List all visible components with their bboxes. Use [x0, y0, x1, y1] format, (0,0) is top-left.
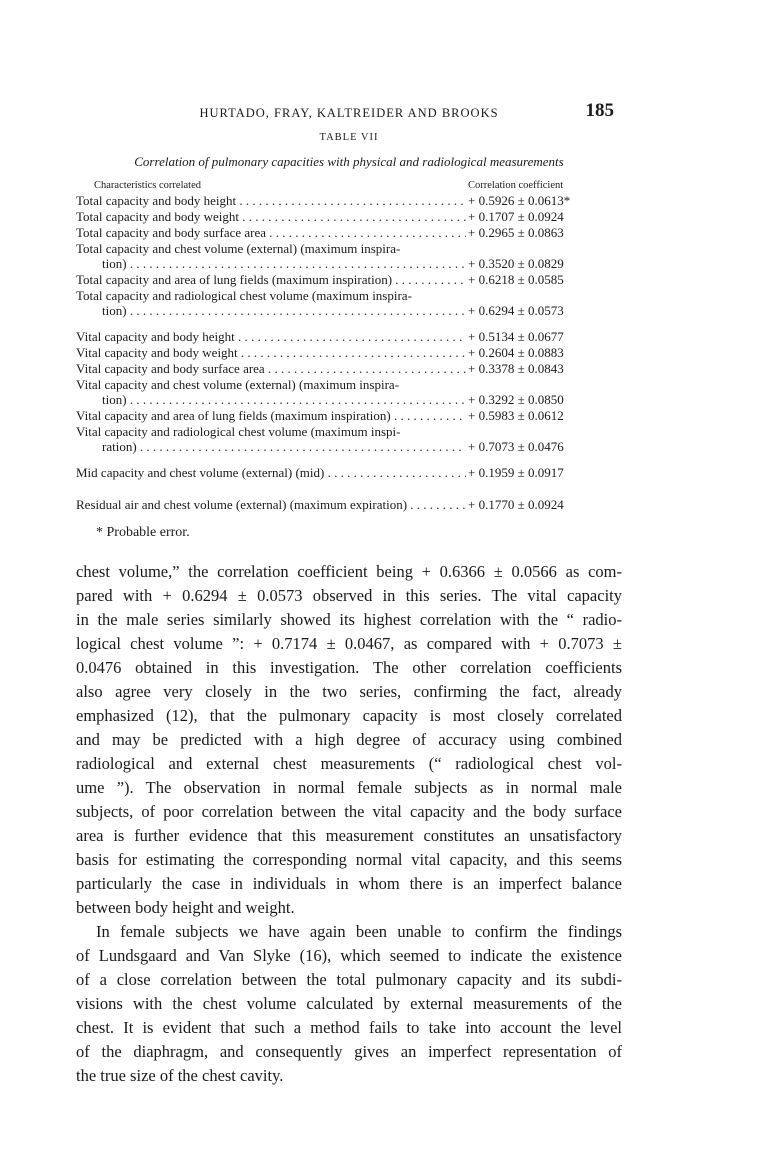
row-label-text: ration) . . .	[102, 439, 466, 454]
correlation-value: + 0.5926 ± 0.0613*	[468, 193, 571, 208]
row-label-text: Mid capacity and chest volume (external) (mid) . . .	[76, 465, 466, 480]
table-label: TABLE VII	[319, 132, 379, 143]
correlation-value: + 0.5983 ± 0.0612	[468, 408, 564, 423]
table-row	[76, 408, 622, 424]
table-row	[76, 272, 622, 288]
text-line: logical chest volume ”: + 0.7174 ± 0.0467, as compared with + 0.7073 ±	[76, 634, 622, 653]
row-label	[76, 225, 466, 241]
text-line: of the diaphragm, and consequently gives an imperfect representation of	[76, 1042, 622, 1061]
row-label-text: Vital capacity and area of lung fields (maximum inspiration) . . .	[76, 408, 466, 423]
row-label-text: Total capacity and body weight . . .	[76, 209, 466, 224]
row-label	[102, 256, 466, 272]
correlation-value: + 0.1959 ± 0.0917	[468, 465, 564, 480]
text-line: chest volume,” the correlation coefficient being + 0.6366 ± 0.0566 as com-	[76, 562, 622, 581]
row-label-text: tion) . . .	[102, 256, 466, 271]
correlation-value: + 0.7073 ± 0.0476	[468, 439, 564, 454]
correlation-value: + 0.6218 ± 0.0585	[468, 272, 564, 287]
row-gap	[76, 455, 622, 465]
correlation-value: + 0.5134 ± 0.0677	[468, 329, 564, 344]
table-row	[76, 288, 622, 319]
row-label	[76, 209, 466, 225]
running-header	[76, 100, 622, 124]
text-line: 0.0476 obtained in this investigation. The other correlation coefficients	[76, 658, 622, 677]
text-line: particularly the case in individuals in whom there is an imperfect balance	[76, 874, 622, 893]
text-line: emphasized (12), that the pulmonary capacity is most closely correlated	[76, 706, 622, 725]
row-label-text: Vital capacity and body surface area . . .	[76, 361, 466, 376]
text-line: chest. It is evident that such a method fails to take into account the level	[76, 1018, 622, 1037]
text-line: of Lundsgaard and Van Slyke (16), which seemed to indicate the existence	[76, 946, 622, 965]
row-label-line1: Total capacity and radiological chest volume (maximum inspira-	[76, 288, 412, 303]
row-label-text: Total capacity and area of lung fields (maximum inspiration) . . .	[76, 272, 466, 287]
row-label-line1: Vital capacity and chest volume (external) (maximum inspira-	[76, 377, 400, 392]
text-line: visions with the chest volume calculated by external measurements of the	[76, 994, 622, 1013]
row-label-text: Vital capacity and body weight . . .	[76, 345, 466, 360]
row-label-text: Vital capacity and body height . . .	[76, 329, 466, 344]
table-row	[76, 497, 622, 513]
row-label-line1: Total capacity and chest volume (external) (maximum inspira-	[76, 241, 401, 256]
row-label-text: tion) . . .	[102, 303, 466, 318]
page-number: 185	[585, 100, 614, 121]
text-line: ume ”). The observation in normal female subjects as in normal male	[76, 778, 622, 797]
table-caption: Correlation of pulmonary capacities with physical and radiological measurements	[134, 154, 564, 169]
running-title: HURTADO, FRAY, KALTREIDER AND BROOKS	[199, 106, 499, 120]
table-footnote: * Probable error.	[96, 525, 190, 540]
table-row	[76, 193, 622, 209]
text-line: between body height and weight.	[76, 898, 295, 917]
column-header-coefficient: Correlation coefficient	[468, 180, 564, 191]
text-line: and may be predicted with a high degree of accuracy using combined	[76, 730, 622, 749]
correlation-value: + 0.3378 ± 0.0843	[468, 361, 564, 376]
row-label	[102, 439, 466, 455]
body-text	[76, 560, 622, 1088]
table-row	[76, 225, 622, 241]
row-label-text: tion) . . .	[102, 392, 466, 407]
table-row	[76, 241, 622, 272]
row-label	[76, 408, 466, 424]
row-label	[76, 329, 466, 345]
table-row	[76, 345, 622, 361]
table-row	[76, 209, 622, 225]
table-row	[76, 361, 622, 377]
row-label-text: Total capacity and body surface area . . .	[76, 225, 466, 240]
table-row	[76, 377, 622, 408]
row-label-line1: Vital capacity and radiological chest volume (maximum inspi-	[76, 424, 401, 439]
table-row	[76, 465, 622, 481]
correlation-value: + 0.6294 ± 0.0573	[468, 303, 564, 318]
correlation-table	[76, 193, 622, 513]
row-label	[76, 497, 466, 513]
row-label	[76, 193, 466, 209]
row-gap	[76, 319, 622, 329]
table-row	[76, 329, 622, 345]
row-label	[76, 272, 466, 288]
text-line: subjects, of poor correlation between the vital capacity and the body surface	[76, 802, 622, 821]
correlation-value: + 0.3292 ± 0.0850	[468, 392, 564, 407]
text-line: in the male series similarly showed its highest correlation with the “ radio-	[76, 610, 622, 629]
text-line: also agree very closely in the two series, confirming the fact, already	[76, 682, 622, 701]
table-row	[76, 424, 622, 455]
text-line: of a close correlation between the total pulmonary capacity and its subdi-	[76, 970, 622, 989]
row-label	[102, 392, 466, 408]
text-line: radiological and external chest measurements (“ radiological chest vol-	[76, 754, 622, 773]
correlation-value: + 0.2604 ± 0.0883	[468, 345, 564, 360]
text-line: pared with + 0.6294 ± 0.0573 observed in this series. The vital capacity	[76, 586, 622, 605]
row-label-text: Residual air and chest volume (external) (maximum expiration) . . .	[76, 497, 466, 512]
text-line: basis for estimating the corresponding normal vital capacity, and this seems	[76, 850, 622, 869]
row-gap	[76, 481, 622, 497]
correlation-value: + 0.2965 ± 0.0863	[468, 225, 564, 240]
row-label	[76, 361, 466, 377]
correlation-value: + 0.1707 ± 0.0924	[468, 209, 564, 224]
text-line: In female subjects we have again been unable to confirm the findings	[96, 922, 622, 941]
text-line: area is further evidence that this measurement constitutes an unsatisfactory	[76, 826, 622, 845]
column-header-characteristics: Characteristics correlated	[94, 180, 201, 191]
text-line: the true size of the chest cavity.	[76, 1066, 284, 1085]
row-label	[76, 465, 466, 481]
row-label-text: Total capacity and body height . . .	[76, 193, 466, 208]
row-label	[102, 303, 466, 319]
correlation-value: + 0.3520 ± 0.0829	[468, 256, 564, 271]
row-label	[76, 345, 466, 361]
correlation-value: + 0.1770 ± 0.0924	[468, 497, 564, 512]
